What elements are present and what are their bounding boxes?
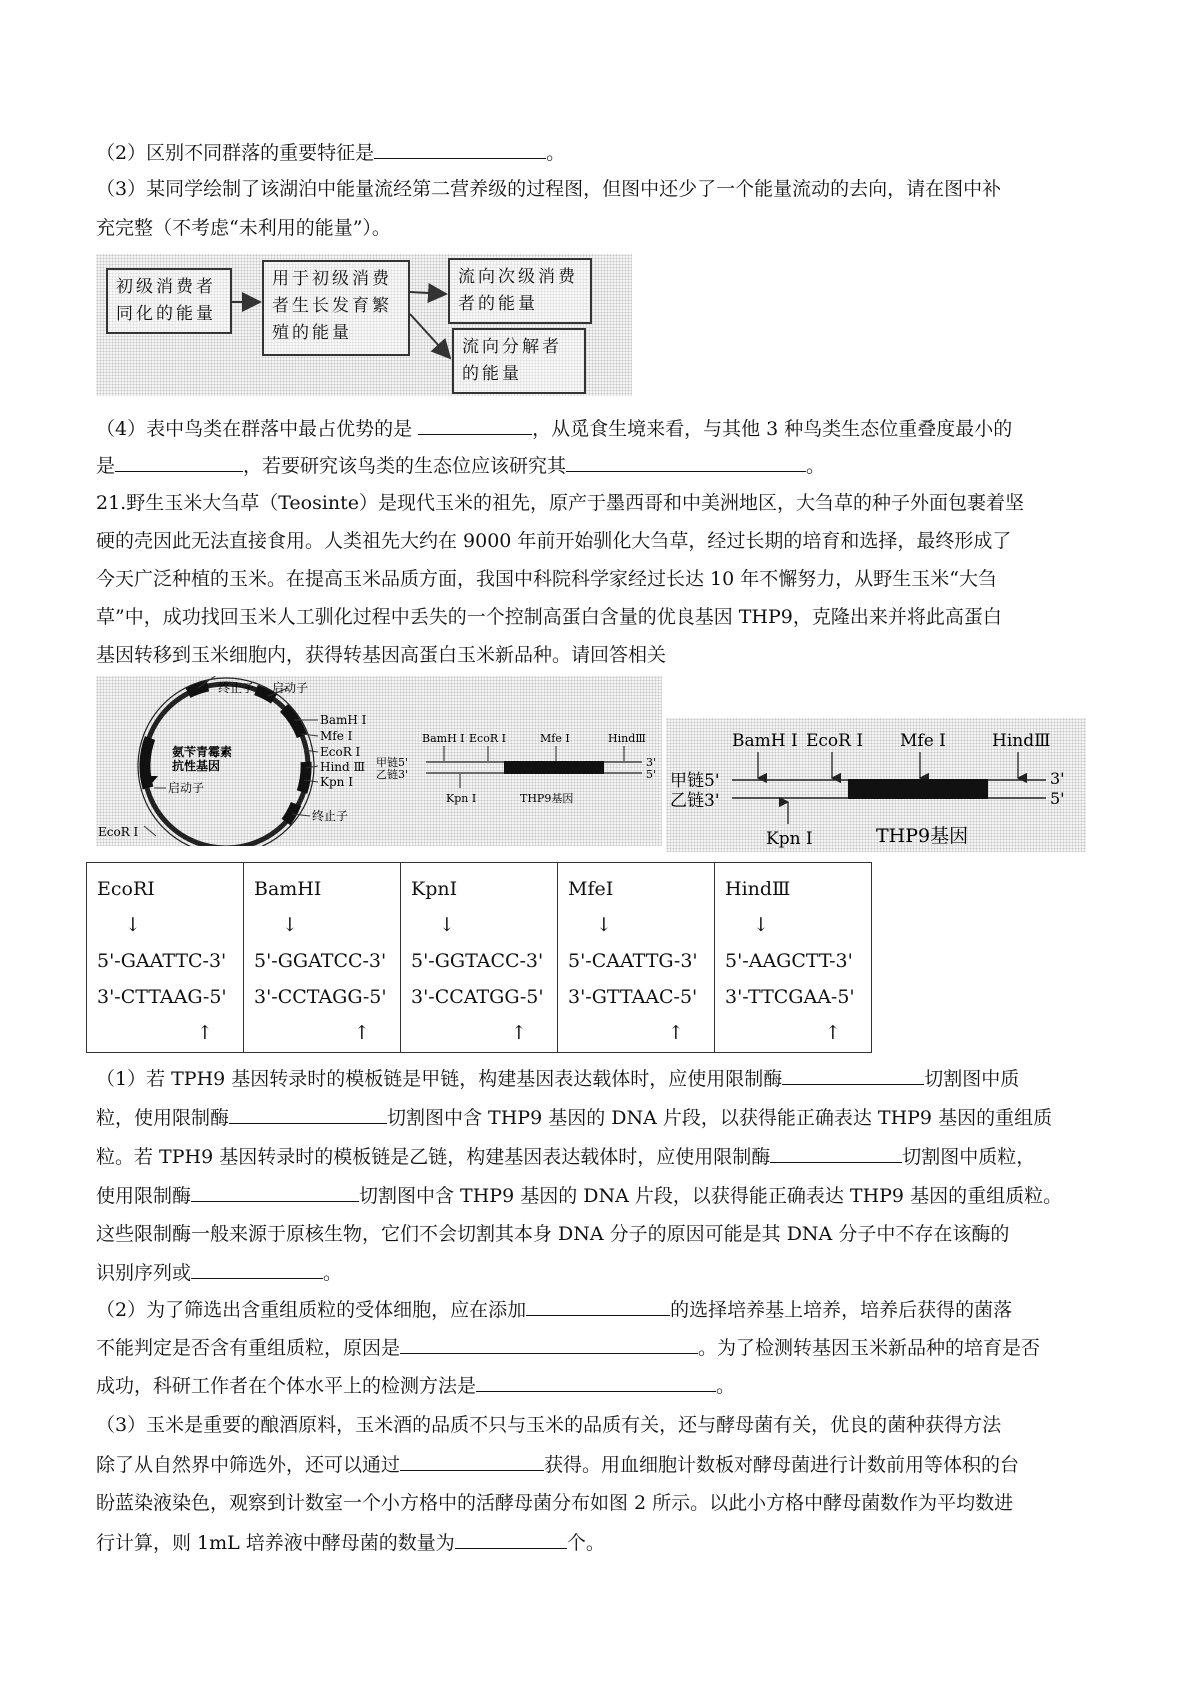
marker-label-line2: 抗性基因 — [172, 759, 221, 773]
question-2-text: （2）区别不同群落的重要特征是 — [96, 142, 375, 164]
ecor-right-label: EcoR I — [320, 745, 361, 759]
small-gene-label: THP9基因 — [520, 792, 574, 805]
cut-arrow-up: ↑ — [511, 1022, 527, 1044]
question-3-line2: 充完整（不考虑“未利用的能量”）。 — [96, 217, 391, 239]
hind-label: Hind Ⅲ — [320, 760, 366, 774]
large-ecor-label: EcoR I — [806, 731, 864, 751]
part-1-line6 — [96, 1258, 1112, 1287]
enzyme-top-seq: 5'-GGATCC-3' — [254, 950, 387, 972]
large-thp9-gene-block — [848, 779, 988, 799]
large-end5-label: 5' — [1050, 789, 1065, 808]
answer-blank[interactable] — [566, 451, 806, 472]
question-2-suffix: 。 — [546, 142, 566, 164]
small-jia-label: 甲链5' — [376, 756, 409, 769]
restriction-enzyme-table — [86, 862, 872, 1053]
enzyme-name: HindⅢ — [725, 878, 791, 900]
bamh-label: BamH I — [320, 713, 367, 727]
answer-blank[interactable] — [455, 1528, 567, 1549]
part-1-text: 识别序列或 — [96, 1262, 192, 1284]
large-gene-label: THP9基因 — [876, 825, 969, 847]
question-3-line1: （3）某同学绘制了该湖泊中能量流经第二营养级的过程图，但图中还少了一个能量流动的去向，请在图中补 — [96, 178, 1002, 200]
enzyme-bottom-seq: 3'-CCATGG-5' — [411, 986, 544, 1008]
answer-blank[interactable] — [191, 1181, 359, 1202]
enzyme-top-seq: 5'-CAATTG-3' — [568, 950, 698, 972]
part-1-line1 — [96, 1064, 1112, 1093]
question-4-line1 — [96, 414, 1112, 443]
part-3-text: 个。 — [566, 1532, 605, 1554]
answer-blank[interactable] — [229, 1103, 387, 1124]
small-end5-label: 5' — [646, 768, 657, 781]
part-1-text: 粒，使用限制酶 — [96, 1107, 230, 1129]
answer-blank[interactable] — [526, 1295, 670, 1316]
terminator-bottom-label: 终止子 — [312, 809, 349, 823]
flow-box-growth-reproduction: 用于初级消费者生长发育繁殖的能量 — [262, 260, 410, 356]
large-yi-label: 乙链3' — [670, 791, 720, 811]
enzyme-bottom-seq: 3'-GTTAAC-5' — [568, 986, 698, 1008]
enzyme-bottom-seq: 3'-TTCGAA-5' — [725, 986, 855, 1008]
enzyme-cell — [87, 863, 244, 1053]
part-3-line1: （3）玉米是重要的酿酒原料，玉米酒的品质不只与玉米的品质有关，还与酵母菌有关，优良的菌种获得方法 — [96, 1414, 1002, 1436]
answer-blank[interactable] — [476, 1371, 716, 1392]
flow-arrows — [96, 254, 632, 396]
part-3-text: 除了从自然界中筛选外，还可以通过 — [96, 1454, 401, 1476]
enzyme-cell — [244, 863, 401, 1053]
flow-box-to-decomposer: 流向分解者的能量 — [452, 328, 586, 394]
cut-arrow-down: ↓ — [596, 914, 612, 936]
small-hind-label: HindⅢ — [608, 732, 646, 745]
question-4-text-a: （4）表中鸟类在群落中最占优势的是 — [96, 418, 419, 440]
cut-arrow-up: ↑ — [197, 1022, 213, 1044]
large-mfe-label: Mfe I — [900, 731, 946, 751]
part-2-text: 的选择培养基上培养，培养后获得的菌落 — [670, 1299, 1013, 1321]
small-bamh-label: BamH I — [422, 732, 465, 745]
energy-flow-diagram — [96, 254, 632, 396]
large-kpn-label: Kpn I — [766, 829, 813, 849]
question-4-line2 — [96, 451, 1112, 480]
part-1-line5: 这些限制酶一般来源于原核生物，它们不会切割其本身 DNA 分子的原因可能是其 DNA 分子中不存在该酶的 — [96, 1223, 1010, 1245]
flow-box-primary-consumer-assimilated: 初级消费者同化的能量 — [106, 268, 232, 334]
part-2-text: 。 — [716, 1375, 736, 1397]
cut-arrow-down: ↓ — [753, 914, 769, 936]
answer-blank[interactable] — [115, 451, 243, 472]
part-3-text: 获得。用血细胞计数板对酵母菌进行计数前用等体积的台 — [544, 1454, 1020, 1476]
part-1-text: 粒。若 TPH9 基因转录时的模板链是乙链，构建基因表达载体时，应使用限制酶 — [96, 1146, 771, 1168]
ecor-left-label: EcoR I — [98, 825, 139, 839]
part-1-text: 切割图中含 THP9 基因的 DNA 片段，以获得能正确表达 THP9 基因的重组质粒。 — [359, 1185, 1063, 1207]
part-1-text: 切割图中质 — [924, 1068, 1020, 1090]
part-1-text: 。 — [323, 1262, 343, 1284]
part-1-line3 — [96, 1142, 1112, 1171]
enzyme-top-seq: 5'-AAGCTT-3' — [725, 950, 853, 972]
terminator-bottom-segment — [286, 804, 296, 822]
question-4-text-c: 是 — [96, 455, 116, 477]
enzyme-name: EcoRⅠ — [97, 878, 155, 900]
question-21-line1: 21.野生玉米大刍草（Teosinte）是现代玉米的祖先，原产于墨西哥和中美洲地区，大刍草的种子外面包裹着坚 — [96, 492, 1025, 514]
enzyme-name: BamHⅠ — [254, 878, 322, 900]
arrow-2 — [410, 292, 446, 294]
part-1-text: 使用限制酶 — [96, 1185, 192, 1207]
large-jia-label: 甲链5' — [670, 771, 720, 791]
answer-blank[interactable] — [418, 414, 532, 435]
part-1-line4 — [96, 1181, 1112, 1210]
part-3-text: 行计算，则 1mL 培养液中酵母菌的数量为 — [96, 1532, 455, 1554]
question-21-line4: 草”中，成功找回玉米人工驯化过程中丢失的一个控制高蛋白含量的优良基因 THP9，克隆出来并将此高蛋白 — [96, 606, 1002, 628]
answer-blank[interactable] — [400, 1450, 544, 1471]
question-4-text-d: ，若要研究该鸟类的生态位应该研究其 — [243, 455, 567, 477]
arrow-3 — [410, 314, 450, 358]
part-3-line3: 盼蓝染液染色，观察到计数室一个小方格中的活酵母菌分布如图 2 所示。以此小方格中酵母菌数作为平均数进 — [96, 1492, 1014, 1514]
cut-arrow-down: ↓ — [282, 914, 298, 936]
marker-label-line1: 氨苄青霉素 — [172, 745, 233, 759]
terminator-top-label: 终止子 — [218, 681, 255, 695]
kpn-label: Kpn I — [320, 775, 353, 789]
enzyme-top-seq: 5'-GAATTC-3' — [97, 950, 227, 972]
answer-blank[interactable] — [191, 1258, 323, 1279]
cut-arrow-up: ↑ — [668, 1022, 684, 1044]
answer-blank[interactable] — [374, 138, 546, 159]
plasmid-figure — [96, 676, 662, 846]
plasmid-ring — [144, 684, 308, 846]
enzyme-cell — [715, 863, 872, 1053]
part-3-line2 — [96, 1450, 1112, 1479]
terminator-top-segment — [188, 686, 208, 693]
part-2-text: 不能判定是否含有重组质粒，原因是 — [96, 1337, 401, 1359]
question-2 — [96, 138, 1112, 167]
answer-blank[interactable] — [770, 1142, 902, 1163]
enzyme-bottom-seq: 3'-CCTAGG-5' — [254, 986, 387, 1008]
question-4-text-e: 。 — [806, 455, 826, 477]
promoter-left-label: 启动子 — [168, 781, 205, 795]
enzyme-name: MfeⅠ — [568, 878, 614, 900]
cut-arrow-up: ↑ — [825, 1022, 841, 1044]
answer-blank[interactable] — [782, 1064, 924, 1085]
small-thp9-gene-block — [504, 761, 604, 774]
mfe-label: Mfe I — [320, 729, 353, 743]
part-1-line2 — [96, 1103, 1112, 1132]
flow-box-to-secondary-consumer: 流向次级消费者的能量 — [448, 258, 592, 324]
question-21-line3: 今天广泛种植的玉米。在提高玉米品质方面，我国中科院科学家经过长达 10 年不懈努力，从野生玉米“大刍 — [96, 568, 997, 590]
question-21-line5: 基因转移到玉米细胞内，获得转基因高蛋白玉米新品种。请回答相关 — [96, 644, 667, 666]
hind-kpn-segment — [302, 762, 306, 792]
promoter-top-label: 启动子 — [272, 681, 309, 695]
part-1-text: 切割图中含 THP9 基因的 DNA 片段，以获得能正确表达 THP9 基因的重组质 — [387, 1107, 1053, 1129]
part-3-line4 — [96, 1528, 1112, 1557]
small-kpn-label: Kpn I — [446, 792, 477, 805]
answer-blank[interactable] — [400, 1333, 698, 1354]
small-yi-label: 乙链3' — [376, 768, 409, 781]
part-1-text: 切割图中质粒， — [902, 1146, 1036, 1168]
enzyme-name: KpnⅠ — [411, 878, 458, 900]
enzyme-cell — [401, 863, 558, 1053]
enzyme-cell — [558, 863, 715, 1053]
dna-fragment-figure — [666, 718, 1086, 852]
cut-arrow-down: ↓ — [439, 914, 455, 936]
cut-arrow-up: ↑ — [354, 1022, 370, 1044]
large-end3-label: 3' — [1050, 769, 1065, 788]
part-2-line2 — [96, 1333, 1112, 1362]
question-4-text-b: ，从觅食生境来看，与其他 3 种鸟类生态位重叠度最小的 — [532, 418, 1013, 440]
part-2-line1 — [96, 1295, 1112, 1324]
small-mfe-label: Mfe I — [540, 732, 570, 745]
large-bamh-label: BamH I — [732, 731, 798, 751]
part-1-text: （1）若 TPH9 基因转录时的模板链是甲链，构建基因表达载体时，应使用限制酶 — [96, 1068, 783, 1090]
question-21-line2: 硬的壳因此无法直接食用。人类祖先大约在 9000 年前开始驯化大刍草，经过长期的培育和选择，最终形成了 — [96, 530, 1012, 552]
large-hind-label: HindⅢ — [992, 731, 1051, 751]
enzyme-top-seq: 5'-GGTACC-3' — [411, 950, 544, 972]
small-end3-label: 3' — [646, 756, 657, 769]
part-2-line3 — [96, 1371, 1112, 1400]
part-2-text: 。为了检测转基因玉米新品种的培育是否 — [698, 1337, 1041, 1359]
small-ecor-label: EcoR I — [469, 732, 506, 745]
enzyme-bottom-seq: 3'-CTTAAG-5' — [97, 986, 227, 1008]
part-2-text: （2）为了筛选出含重组质粒的受体细胞，应在添加 — [96, 1299, 527, 1321]
cut-arrow-down: ↓ — [125, 914, 141, 936]
bamh-mfe-segment — [284, 708, 302, 736]
part-2-text: 成功，科研工作者在个体水平上的检测方法是 — [96, 1375, 477, 1397]
